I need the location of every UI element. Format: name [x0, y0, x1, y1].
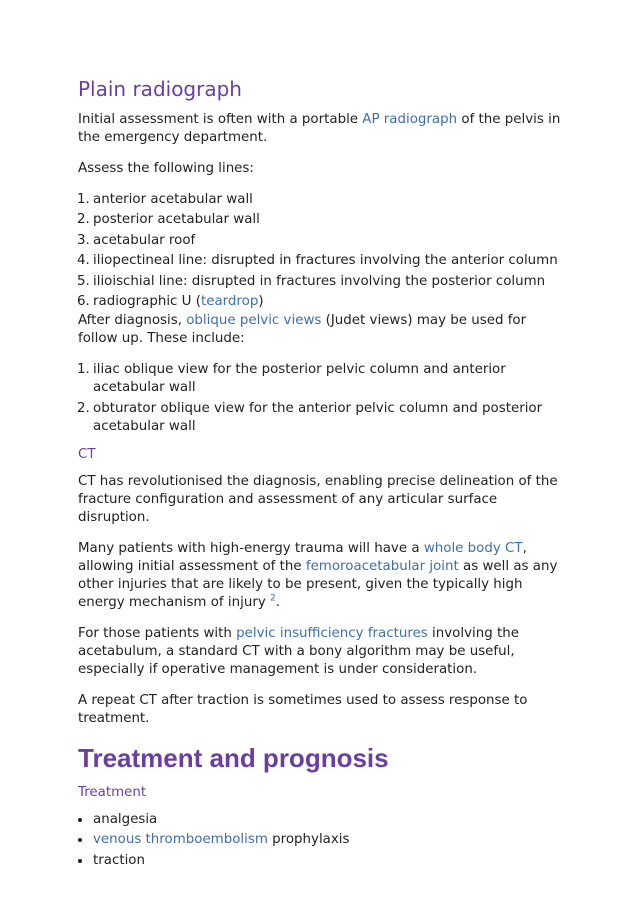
intro-paragraph [78, 111, 563, 147]
judet-views-list [78, 361, 563, 435]
whole-body-ct-link[interactable]: whole body CT [423, 540, 523, 556]
ap-radiograph-link[interactable]: AP radiograph [362, 112, 458, 127]
assess-paragraph: Assess the following lines: [78, 161, 254, 176]
bullet-icon [78, 838, 82, 842]
list-item: 2. posterior acetabular wall [77, 212, 260, 228]
intro-text-end: of the pelvis in the emergency department. [78, 112, 561, 145]
list-item: 1. anterior acetabular wall [77, 192, 253, 207]
ct-paragraph-3: For those patients with pelvic insufficiency fractures involving the acetabulum, a standard CT with a bony algorithm may be useful, especially if operative management is under consideration. [78, 625, 519, 677]
ct-paragraph-4: A repeat CT after traction is sometimes used to assess response to treatment. [78, 692, 528, 726]
list-item: traction [78, 852, 563, 870]
article-page [78, 76, 563, 872]
list-item: 2. obturator oblique view for the anterior pelvic column and posterior acetabular wall [77, 400, 543, 434]
treatment-subheading: Treatment [78, 784, 147, 800]
bullet-icon [78, 859, 82, 863]
femoroacetabular-joint-link[interactable]: femoroacetabular joint [305, 558, 459, 574]
assessment-lines-list [78, 191, 563, 311]
after-diagnosis-paragraph: After diagnosis, oblique pelvic views (Judet views) may be used for follow up. These include: [78, 313, 527, 347]
ct-paragraph-2: Many patients with high-energy trauma will have a whole body CT, allowing initial assessment of the femoroacetabular joint as well as any other injuries that are likely to be present, given the typically high energy mechanism of injury $^2$. [78, 540, 558, 610]
list-item: venous thromboembolism prophylaxis [78, 831, 563, 849]
treatment-prognosis-heading: Treatment and prognosis [78, 742, 389, 773]
plain-radiograph-heading: Plain radiograph [78, 77, 242, 101]
treatment-list [78, 811, 563, 870]
list-item: 5. ilioischial line: disrupted in fractures involving the posterior column [77, 273, 546, 289]
reference-2[interactable]: 2 [270, 593, 276, 604]
venous-thromboembolism-link[interactable]: venous thromboembolism [93, 832, 268, 848]
list-item: 4. iliopectineal line: disrupted in fractures involving the anterior column [77, 253, 558, 269]
pelvic-insufficiency-fractures-link[interactable]: pelvic insufficiency fractures [236, 625, 428, 641]
list-item: 1. iliac oblique view for the posterior pelvic column and anterior acetabular wall [77, 362, 506, 396]
oblique-pelvic-views-link[interactable]: oblique pelvic views [186, 313, 322, 329]
teardrop-link[interactable]: teardrop [200, 293, 259, 309]
list-item: 6. radiographic U (teardrop) [77, 293, 264, 309]
ct-heading: CT [78, 446, 96, 462]
ct-paragraph-1: CT has revolutionised the diagnosis, enabling precise delineation of the fracture configuration and assessment of any articular surface disruption. [78, 473, 558, 525]
intro-text: Initial assessment is often with a portable [78, 112, 363, 127]
list-item: analgesia [78, 811, 563, 829]
list-item: 3. acetabular roof [77, 232, 196, 248]
bullet-icon [78, 818, 82, 822]
